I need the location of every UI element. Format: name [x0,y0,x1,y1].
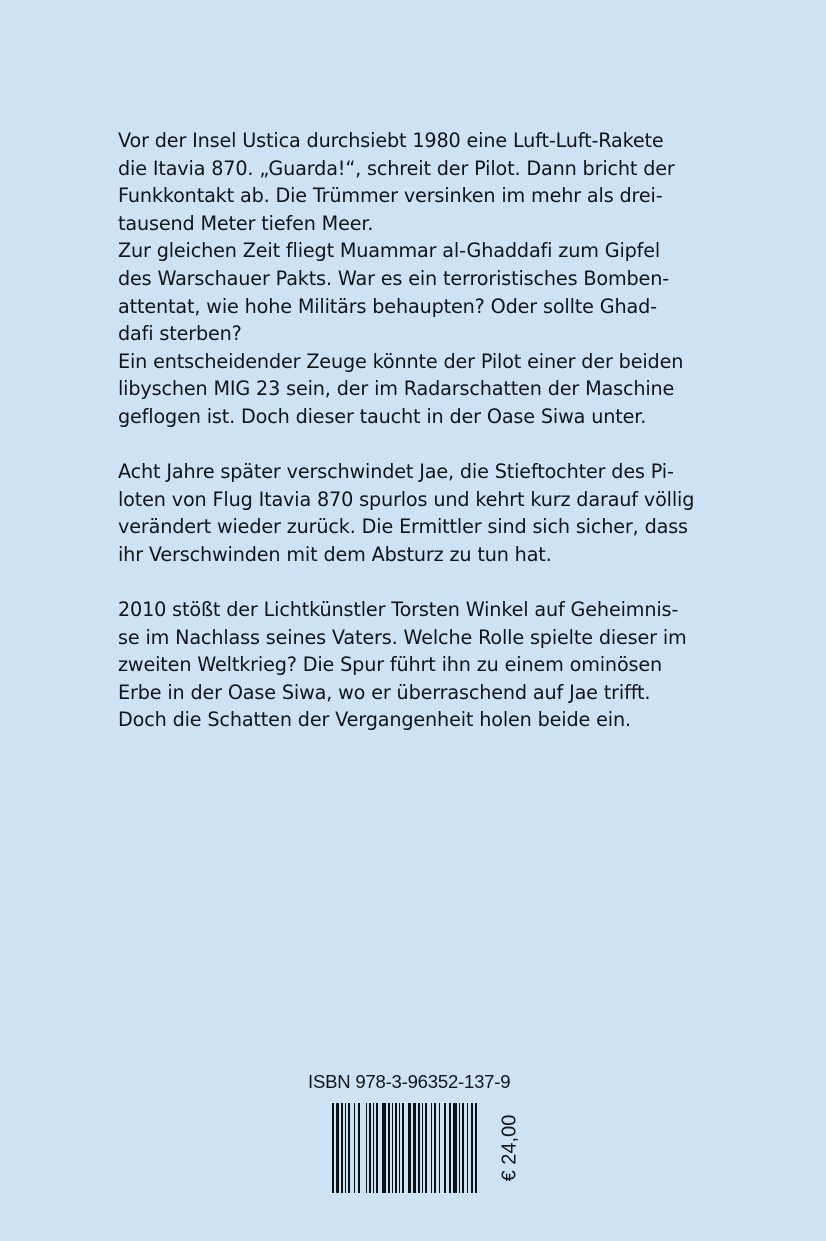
text-line: Erbe in der Oase Siwa, wo er überraschend auf Jae trifft. [118,680,651,704]
price-label [497,1104,523,1192]
text-line: ihr Verschwinden mit dem Absturz zu tun hat. [118,542,552,566]
paragraph-torsten [118,596,712,734]
price-text: € 24,00 [498,1114,521,1182]
text-line: Zur gleichen Zeit fliegt Muammar al-Ghaddafi zum Gipfel [118,239,661,263]
text-line: Funkkontakt ab. Die Trümmer versinken im mehr als drei- [118,184,663,208]
paragraph-ghaddafi [118,237,712,347]
text-line: geflogen ist. Doch dieser taucht in der Oase Siwa unter. [118,404,647,428]
text-line: tausend Meter tiefen Meer. [118,211,374,235]
text-line: 2010 stößt der Lichtkünstler Torsten Winkel auf Geheimnis- [118,598,679,622]
text-line: Doch die Schatten der Vergangenheit holen beide ein. [118,708,631,732]
text-line: libyschen MIG 23 sein, der im Radarschatten der Maschine [118,377,675,401]
text-line: des Warschauer Pakts. War es ein terroristisches Bomben- [118,266,669,290]
isbn-label: ISBN 978-3-96352-137-9 [308,1071,511,1092]
text-line: Ein entscheidender Zeuge könnte der Pilot einer der beiden [118,349,684,373]
paragraph-ustica [118,127,712,237]
text-line: Acht Jahre später verschwindet Jae, die Stieftochter des Pi- [118,460,674,484]
text-line: dafi sterben? [118,322,242,346]
paragraph-jae [118,458,712,568]
text-line: verändert wieder zurück. Die Ermittler sind sich sicher, dass [118,515,688,539]
text-line: loten von Flug Itavia 870 spurlos und kehrt kurz darauf völlig [118,487,695,511]
paragraph-witness [118,348,712,431]
blurb-text [118,127,712,734]
text-line: die Itavia 870. „Guarda!“, schreit der Pilot. Dann bricht der [118,156,675,180]
text-line: se im Nachlass seines Vaters. Welche Rolle spielte dieser im [118,625,687,649]
text-line: Vor der Insel Ustica durchsiebt 1980 eine Luft-Luft-Rakete [118,129,664,152]
barcode-icon [332,1103,477,1193]
text-line: attentat, wie hohe Militärs behaupten? Oder sollte Ghad- [118,294,657,318]
text-line: zweiten Weltkrieg? Die Spur führt ihn zu einem ominösen [118,653,663,677]
